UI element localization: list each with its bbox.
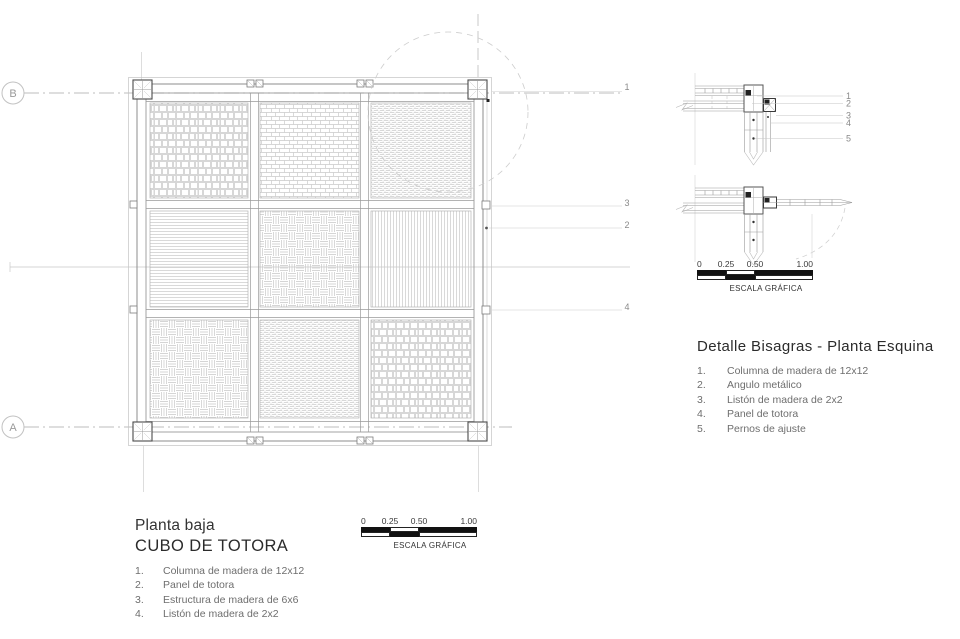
metal-angle — [746, 192, 752, 198]
plan-scale-bar — [361, 516, 477, 550]
panel-hatch-r1c3 — [371, 103, 471, 198]
grid-marker-a — [2, 416, 24, 438]
panel-hatch-r2c1 — [150, 211, 248, 307]
panel-hatch-r3c2 — [260, 320, 359, 418]
legend-item: 2. Panel de totora — [135, 579, 235, 592]
panel-hatch-r2c2 — [260, 211, 359, 307]
plan-panels — [150, 103, 471, 418]
detail-callout-3: 3 — [846, 110, 852, 121]
panel-hatch-r1c1 — [150, 103, 248, 198]
break-symbol — [676, 205, 693, 212]
grid-marker-b-label: B — [9, 88, 17, 100]
hinge-detail-closed — [676, 73, 851, 165]
legend-item: 1. Columna de madera de 12x12 — [135, 565, 305, 577]
plan-callout-2: 2 — [624, 220, 630, 230]
legend-item: 5. Pernos de ajuste — [697, 422, 806, 435]
plan-callout-1: 1 — [624, 82, 630, 92]
scale-caption: ESCALA GRÁFICA — [393, 541, 467, 550]
grid-marker-b — [2, 82, 24, 104]
plan-legend — [135, 564, 304, 622]
legend-item: 2. Angulo metálico — [697, 379, 802, 392]
scale-caption: ESCALA GRÁFICA — [729, 284, 803, 293]
plan-title: CUBO DE TOTORA — [135, 537, 289, 555]
grid-marker-a-label: A — [9, 422, 17, 434]
detail-scale-bar — [697, 259, 813, 293]
plan-subtitle: Planta baja — [135, 517, 215, 534]
detail-title-block — [697, 338, 934, 436]
panel-hatch-r2c3 — [371, 211, 471, 307]
detail-callout-2: 2 — [846, 98, 852, 109]
detail-callout-1: 1 — [846, 91, 852, 101]
plan-callout-3: 3 — [624, 198, 630, 208]
break-symbol — [676, 103, 693, 110]
panel-hatch-r1c2 — [260, 103, 359, 198]
plan-callouts — [489, 82, 630, 312]
break-symbol — [745, 152, 764, 165]
scale-ticks: 0 0.25 0.50 1.00 — [361, 516, 477, 526]
detail-title: Detalle Bisagras - Planta Esquina — [697, 338, 934, 355]
scale-bar-graphic — [697, 270, 813, 281]
legend-item: 4. Listón de madera de 2x2 — [135, 608, 279, 621]
legend-item: 4. Panel de totora — [697, 408, 799, 421]
hinge-detail-open — [676, 175, 852, 265]
legend-item: 1. Columna de madera de 12x12 — [697, 365, 869, 377]
detail-callouts — [846, 91, 851, 144]
scale-bar-graphic — [361, 527, 477, 538]
detail-legend — [697, 364, 934, 436]
scale-ticks: 0 0.25 0.50 1.00 — [697, 259, 813, 269]
floor-plan — [129, 32, 529, 446]
plan-callout-4: 4 — [624, 302, 630, 312]
legend-item: 3. Estructura de madera de 6x6 — [135, 593, 299, 606]
plan-title-block — [135, 517, 304, 622]
detail-callout-5: 5 — [846, 133, 852, 144]
open-swing-arc — [796, 208, 845, 259]
metal-angle — [746, 90, 752, 96]
panel-hatch-r3c1 — [150, 320, 248, 418]
detail-callout-4: 4 — [846, 118, 852, 128]
panel-hatch-r3c3 — [371, 320, 471, 418]
legend-item: 3. Listón de madera de 2x2 — [697, 393, 843, 406]
